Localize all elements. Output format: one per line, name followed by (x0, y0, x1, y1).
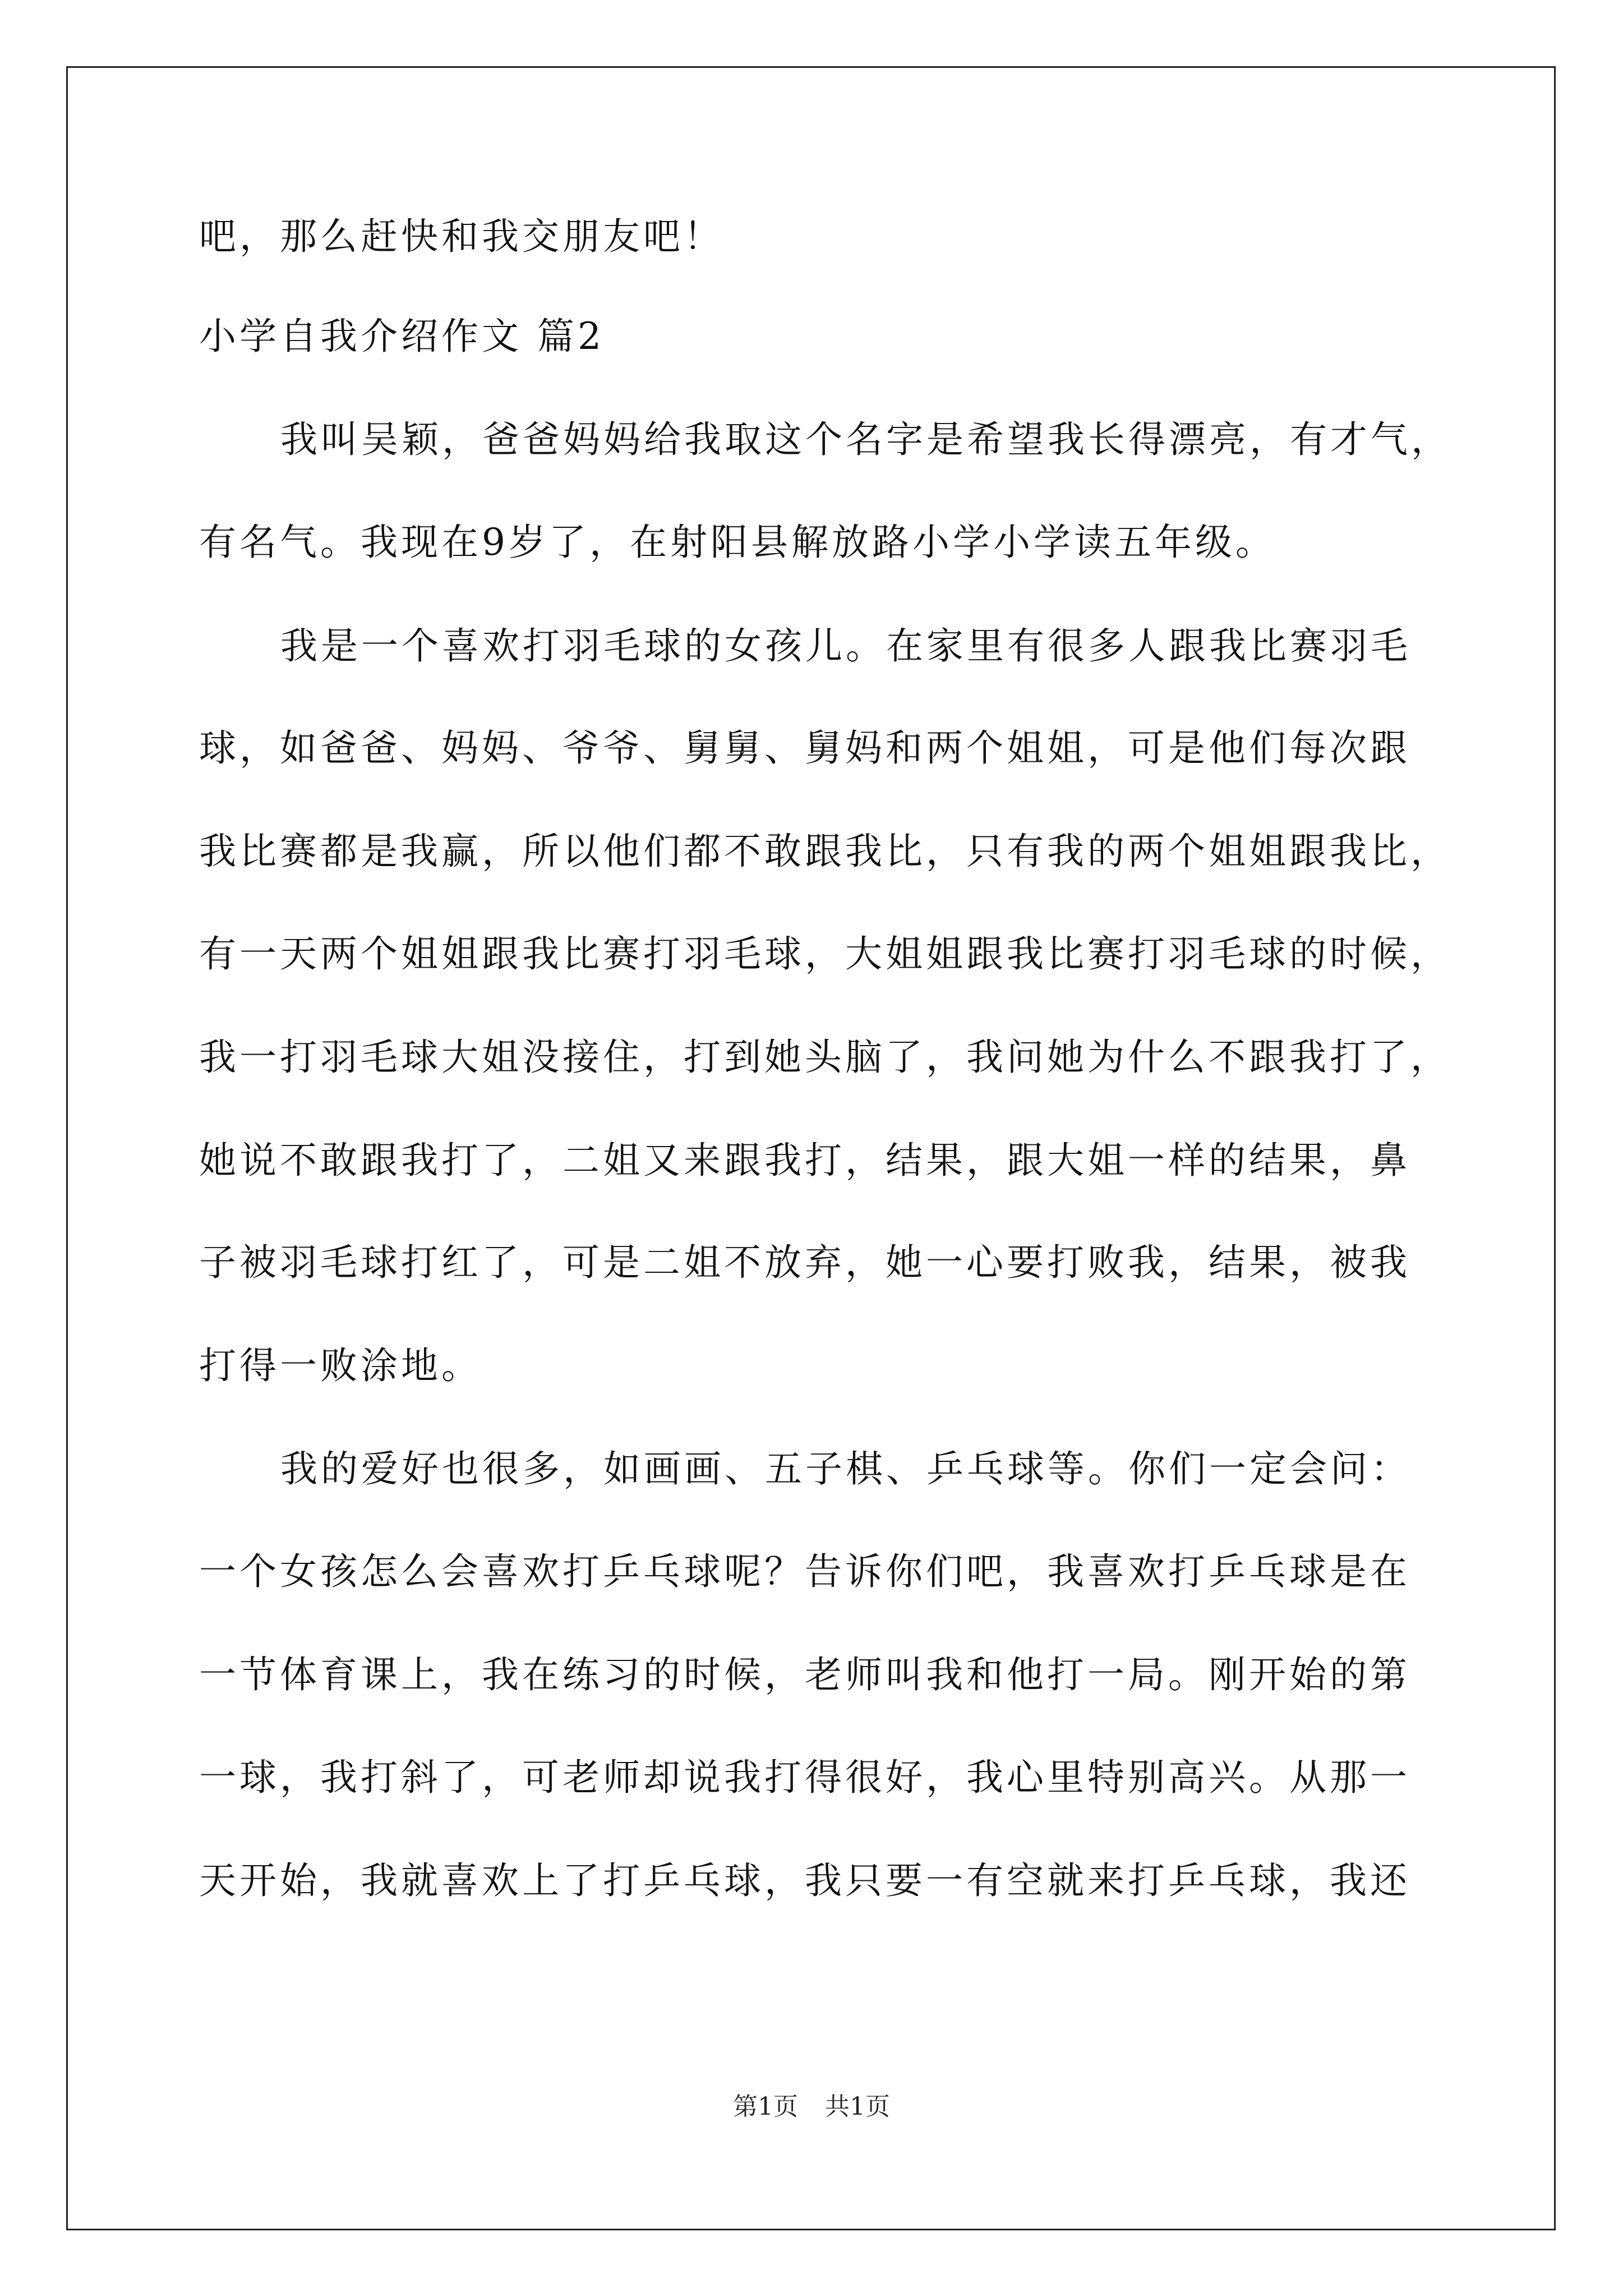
paragraph-3-line-4: 一球，我打斜了，可老师却说我打得很好，我心里特别高兴。从那一 (199, 1756, 1410, 1799)
section-heading: 小学自我介绍作文 篇2 (199, 315, 605, 358)
page-number: 第1页 (733, 2092, 798, 2121)
paragraph-2-line-3: 我比赛都是我赢，所以他们都不敢跟我比，只有我的两个姐姐跟我比， (199, 830, 1451, 873)
paragraph-1-line-2: 有名气。我现在9岁了，在射阳县解放路小学小学读五年级。 (199, 521, 1276, 564)
paragraph-3-line-5: 天开始，我就喜欢上了打乒乓球，我只要一有空就来打乒乓球，我还 (199, 1859, 1410, 1902)
paragraph-2-line-8: 打得一败涂地。 (199, 1344, 482, 1387)
paragraph-2-line-6: 她说不敢跟我打了，二姐又来跟我打，结果，跟大姐一样的结果，鼻 (199, 1139, 1410, 1182)
page-footer (0, 2091, 1623, 2123)
paragraph-2-line-2: 球，如爸爸、妈妈、爷爷、舅舅、舅妈和两个姐姐，可是他们每次跟 (199, 726, 1410, 770)
paragraph-2-line-4: 有一天两个姐姐跟我比赛打羽毛球，大姐姐跟我比赛打羽毛球的时候， (199, 932, 1451, 976)
paragraph-3-line-1: 我的爱好也很多，如画画、五子棋、乒乓球等。你们一定会问： (280, 1447, 1411, 1490)
paragraph-2-line-1: 我是一个喜欢打羽毛球的女孩儿。在家里有很多人跟我比赛羽毛 (280, 624, 1411, 668)
paragraph-3-line-3: 一节体育课上，我在练习的时候，老师叫我和他打一局。刚开始的第 (199, 1653, 1410, 1696)
paragraph-1-line-1: 我叫吴颖，爸爸妈妈给我取这个名字是希望我长得漂亮，有才气， (280, 418, 1451, 461)
page-total: 共1页 (825, 2092, 890, 2121)
text-line-continuation: 吧，那么赶快和我交朋友吧！ (199, 215, 724, 258)
paragraph-2-line-5: 我一打羽毛球大姐没接住，打到她头脑了，我问她为什么不跟我打了， (199, 1036, 1451, 1079)
paragraph-3-line-2: 一个女孩怎么会喜欢打乒乓球呢？告诉你们吧，我喜欢打乒乓球是在 (199, 1550, 1410, 1593)
paragraph-2-line-7: 子被羽毛球打红了，可是二姐不放弃，她一心要打败我，结果，被我 (199, 1241, 1410, 1284)
